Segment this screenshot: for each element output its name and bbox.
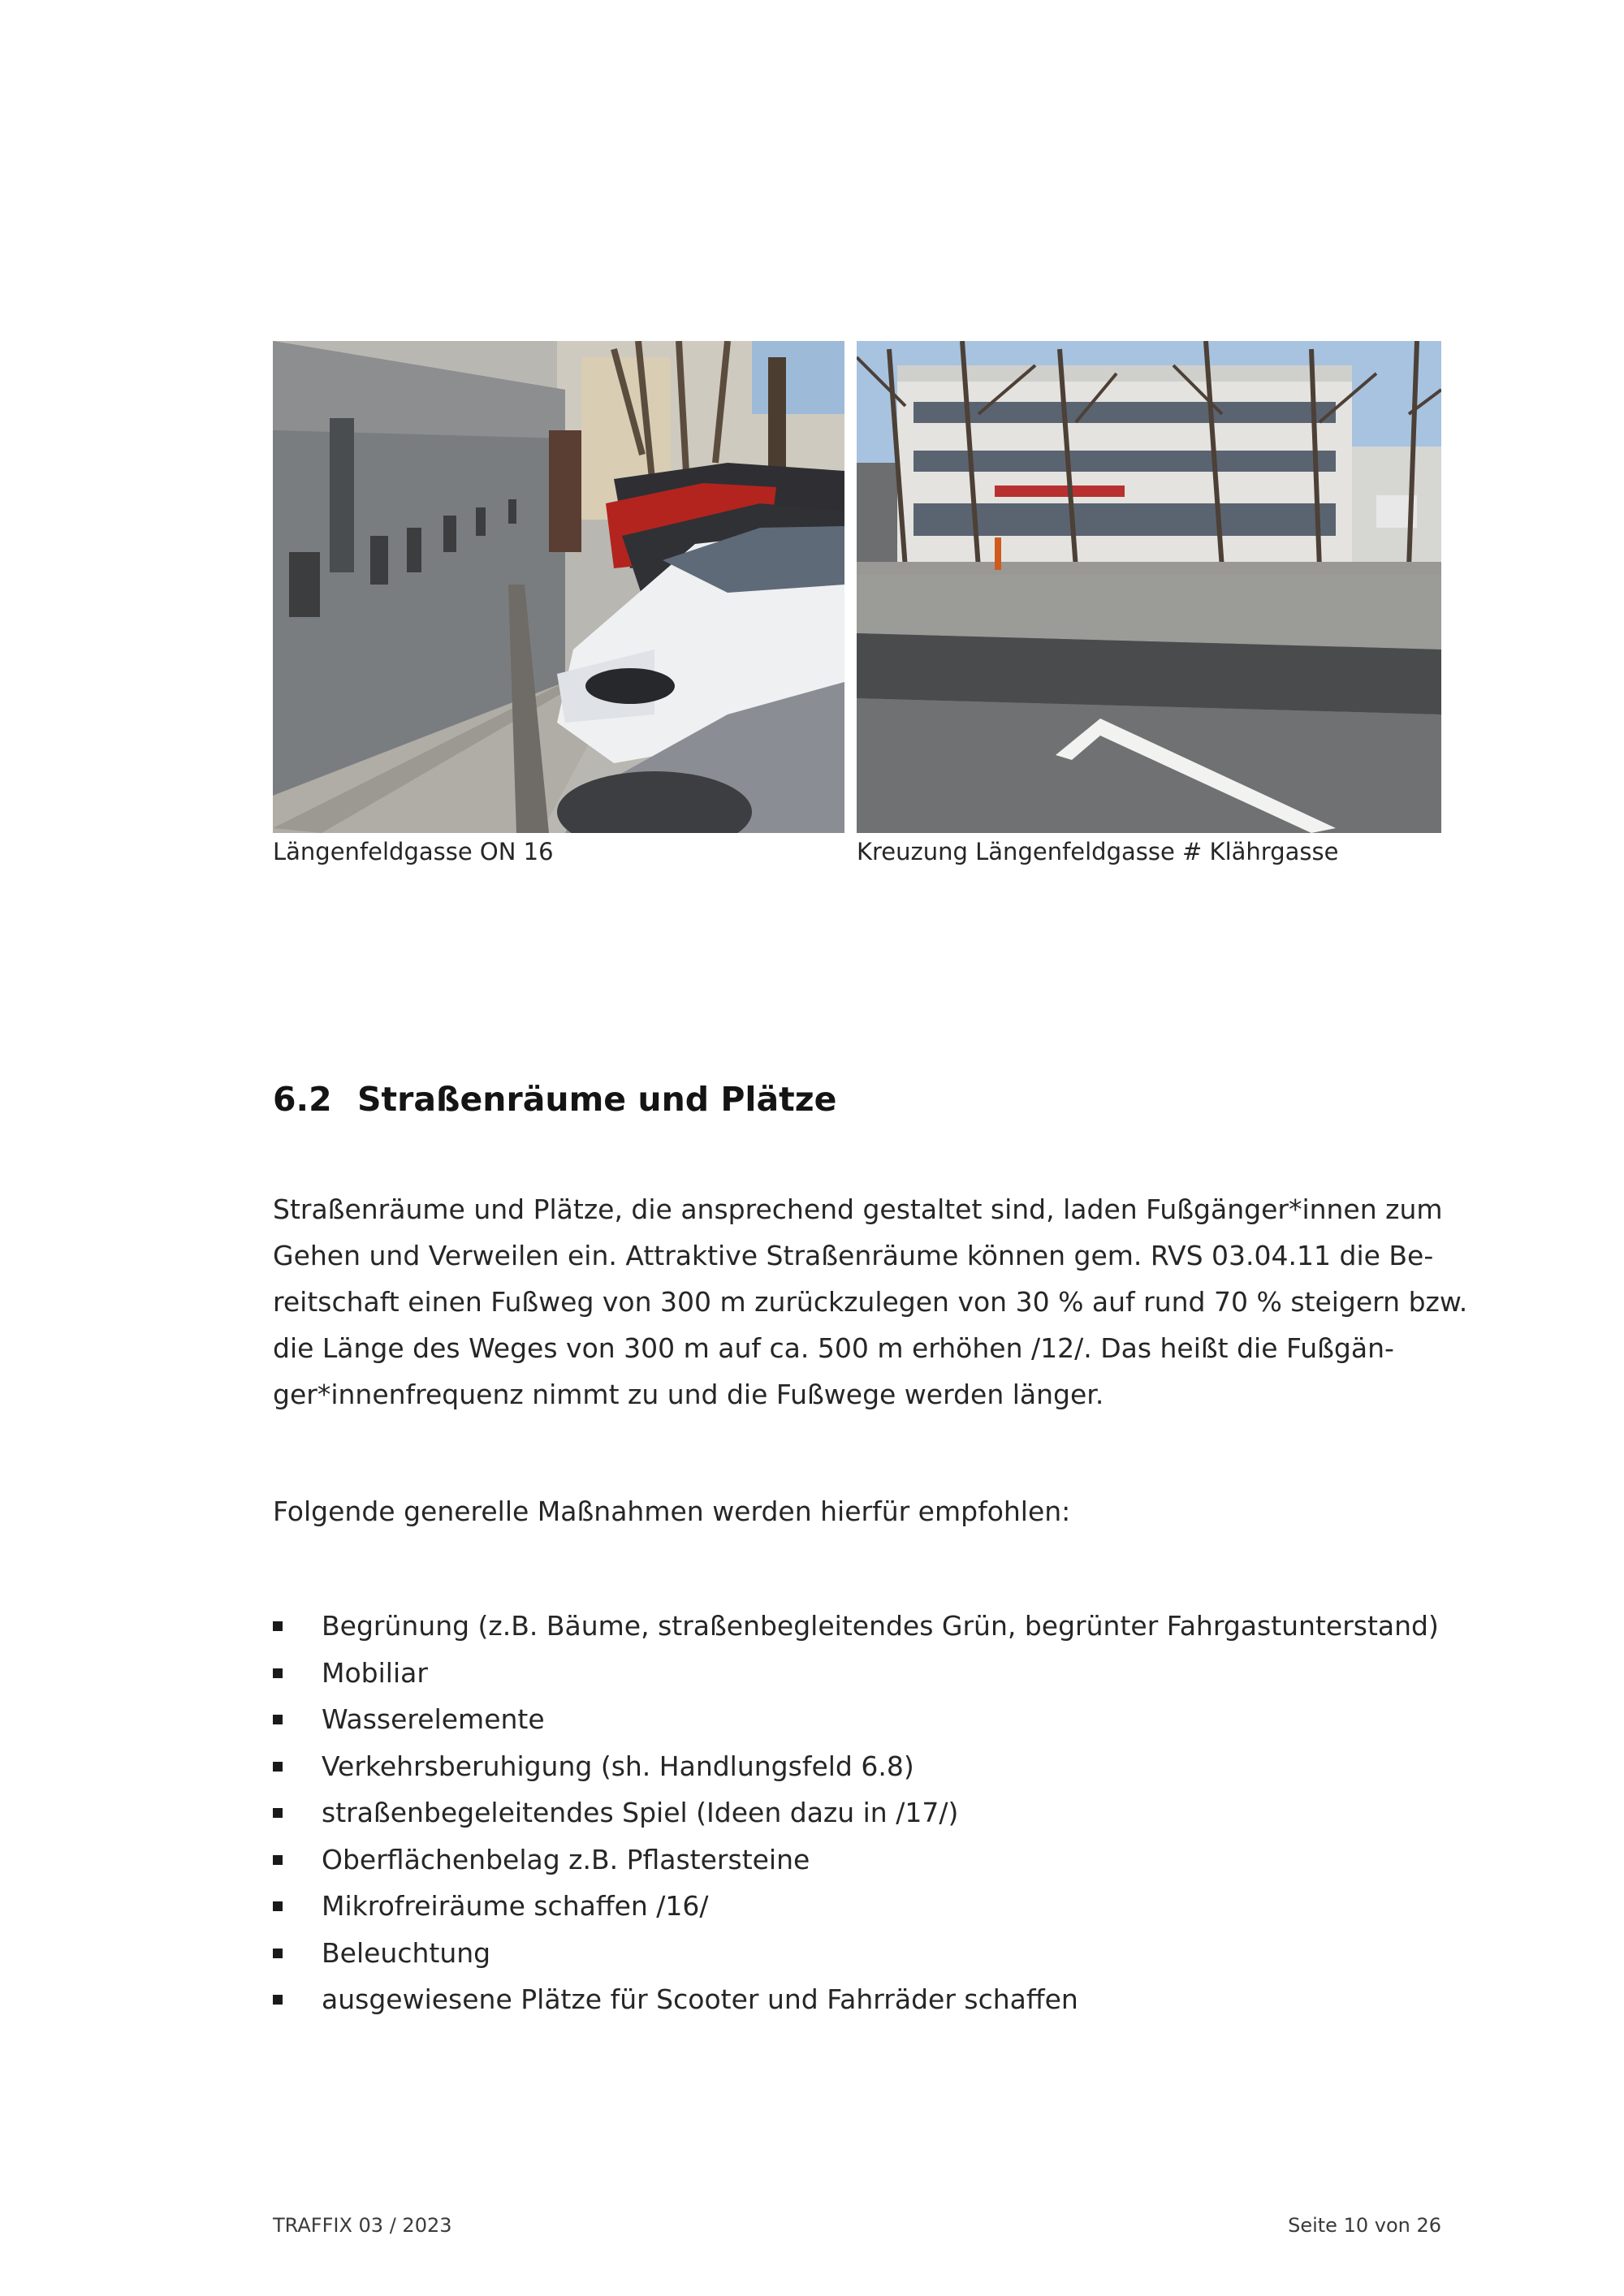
measures-intro: Folgende generelle Maßnahmen werden hierfür empfohlen: xyxy=(273,1495,1071,1527)
section-number: 6.2 xyxy=(273,1080,332,1119)
bullet-square-icon xyxy=(273,1762,283,1772)
list-item xyxy=(273,1797,1439,1844)
list-item xyxy=(273,1750,1439,1798)
paragraph-line: Gehen und Verweilen ein. Attraktive Straßenräume können gem. RVS 03.04.11 die Be- xyxy=(273,1240,1434,1271)
street-photo-left-image xyxy=(273,341,844,833)
list-item xyxy=(273,1657,1439,1704)
list-item xyxy=(273,1890,1439,1937)
street-photo-right-image xyxy=(857,341,1441,833)
bullet-square-icon xyxy=(273,1715,283,1724)
photo-caption-left: Längenfeldgasse ON 16 xyxy=(273,838,554,865)
footer-document-id: TRAFFIX 03 / 2023 xyxy=(273,2214,452,2237)
list-item-text: Beleuchtung xyxy=(322,1936,491,1969)
measures-list xyxy=(273,1610,1439,2031)
bullet-square-icon xyxy=(273,1621,283,1631)
bullet-square-icon xyxy=(273,1995,283,2005)
photo-laengenfeldgasse xyxy=(273,341,844,833)
section-heading xyxy=(273,1080,836,1119)
bullet-square-icon xyxy=(273,1949,283,1958)
list-item-text: Mobiliar xyxy=(322,1656,428,1689)
footer-page-number: Seite 10 von 26 xyxy=(1288,2214,1441,2237)
list-item-text: Mikrofreiräume schaffen /16/ xyxy=(322,1890,709,1922)
list-item xyxy=(273,1844,1439,1891)
paragraph-line: Straßenräume und Plätze, die ansprechend gestaltet sind, laden Fußgänger*innen zum xyxy=(273,1193,1443,1225)
list-item xyxy=(273,1610,1439,1657)
paragraph-line: reitschaft einen Fußweg von 300 m zurückzulegen von 30 % auf rund 70 % steigern bzw. xyxy=(273,1286,1468,1318)
list-item-text: Wasserelemente xyxy=(322,1703,545,1735)
bullet-square-icon xyxy=(273,1855,283,1865)
list-item-text: Begrünung (z.B. Bäume, straßenbegleitendes Grün, begrünter Fahrgastunterstand) xyxy=(322,1610,1439,1642)
photo-kreuzung xyxy=(857,341,1441,833)
section-title: Straßenräume und Plätze xyxy=(357,1080,837,1119)
list-item xyxy=(273,1703,1439,1750)
list-item xyxy=(273,1937,1439,1984)
list-item-text: Oberflächenbelag z.B. Pflastersteine xyxy=(322,1843,810,1875)
bullet-square-icon xyxy=(273,1808,283,1818)
photo-caption-right: Kreuzung Längenfeldgasse # Klährgasse xyxy=(857,838,1339,865)
list-item-text: ausgewiesene Plätze für Scooter und Fahrräder schaffen xyxy=(322,1983,1078,2015)
paragraph-line: ger*innenfrequenz nimmt zu und die Fußwege werden länger. xyxy=(273,1379,1104,1410)
list-item-text: straßenbegeleitendes Spiel (Ideen dazu in /17/) xyxy=(322,1797,959,1828)
bullet-square-icon xyxy=(273,1901,283,1911)
paragraph-line: die Länge des Weges von 300 m auf ca. 500 m erhöhen /12/. Das heißt die Fußgän- xyxy=(273,1332,1394,1364)
list-item-text: Verkehrsberuhigung (sh. Handlungsfeld 6.8) xyxy=(322,1750,914,1782)
bullet-square-icon xyxy=(273,1668,283,1678)
list-item xyxy=(273,1983,1439,2031)
